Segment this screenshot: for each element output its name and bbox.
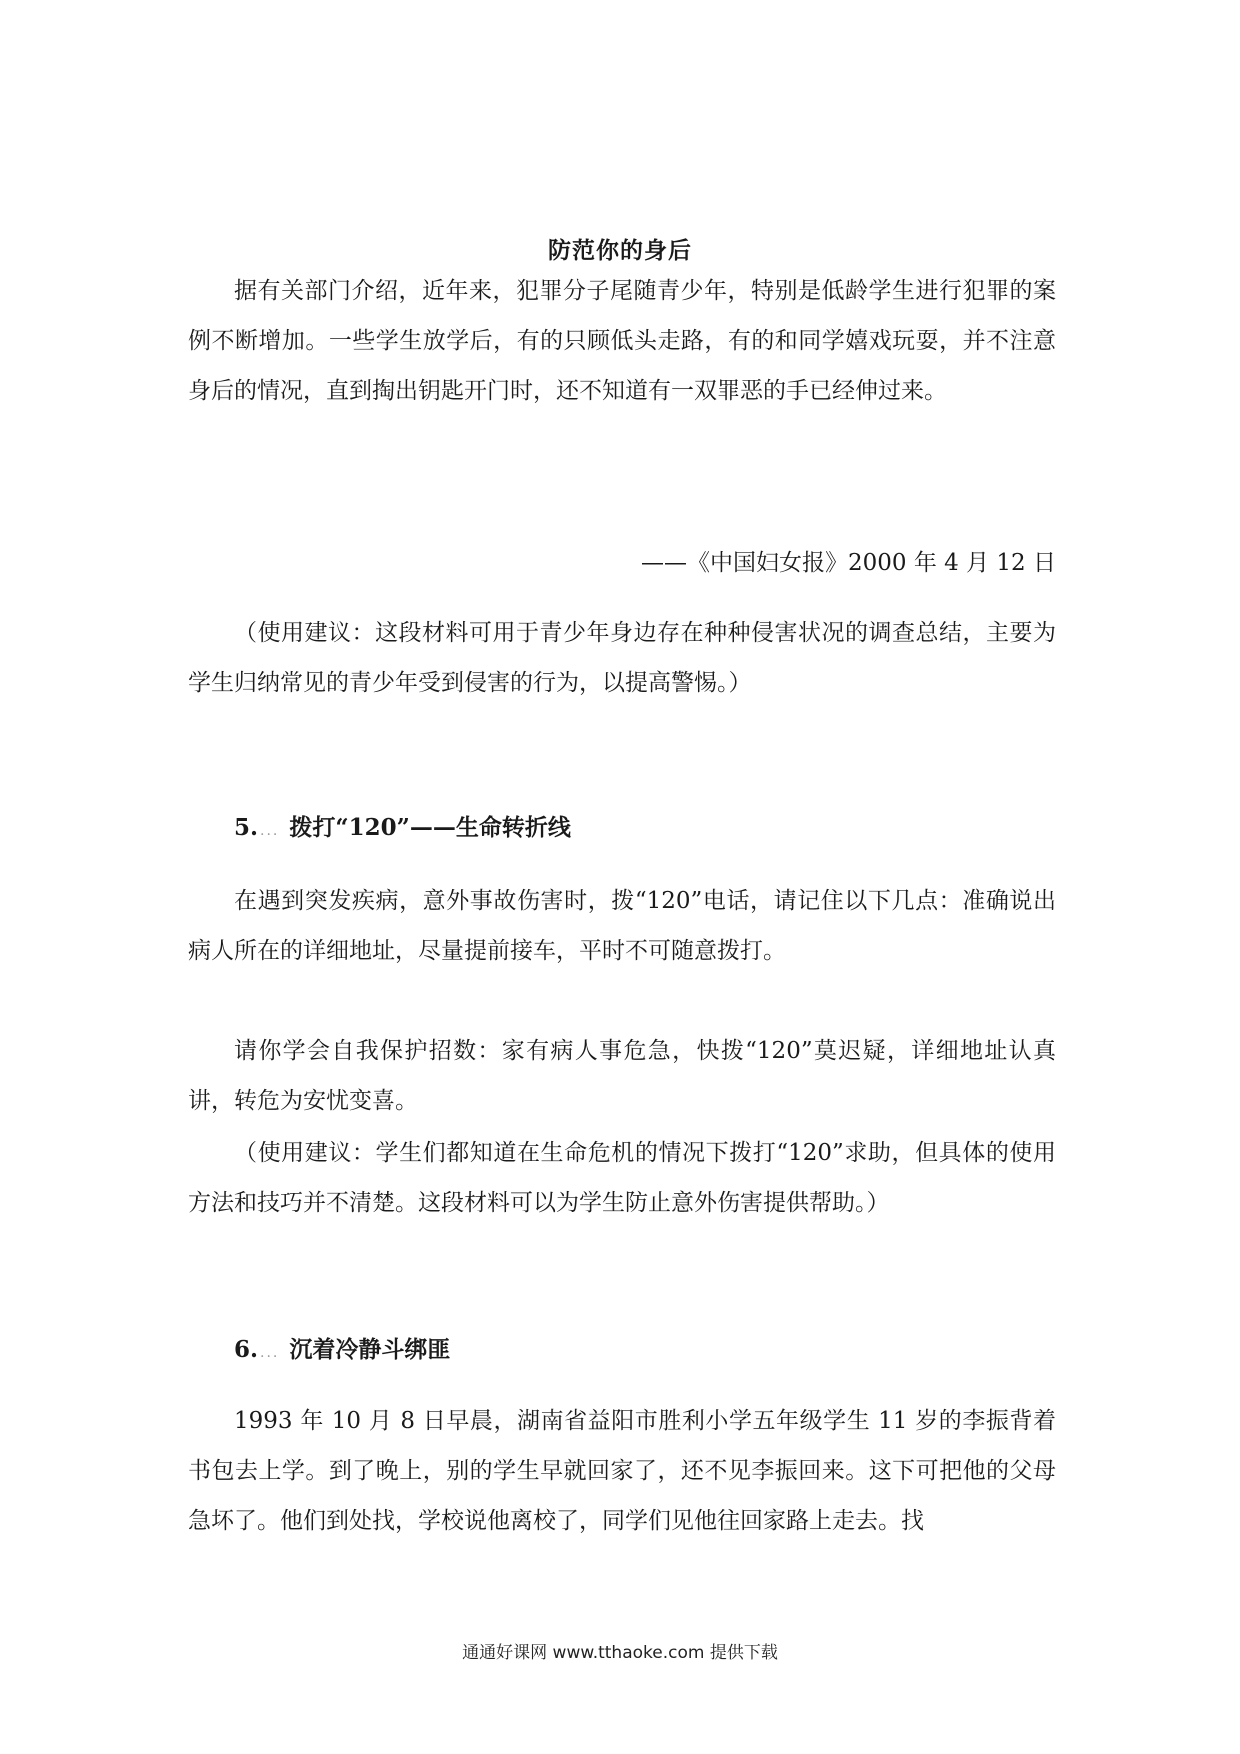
heading-5-text: 拨打“120”——生命转折线 — [289, 814, 571, 841]
page-footer: 通通好课网 www.tthaoke.com 提供下载 — [462, 1643, 778, 1663]
heading-6-dots: ... — [260, 1345, 280, 1361]
heading-6 — [234, 1330, 450, 1373]
paragraph-120-tips: 在遇到突发疾病，意外事故伤害时，拨“120”电话，请记住以下几点：准确说出病人所在的详细地址，尽量提前接车，平时不可随意拨打。 — [188, 888, 1056, 964]
source-citation: ——《中国妇女报》2000 年 4 月 12 日 — [641, 550, 1056, 576]
heading-5-number: 5. — [234, 814, 259, 841]
heading-6-number: 6. — [234, 1336, 259, 1363]
heading-5-dots: ... — [260, 823, 280, 839]
paragraph-self-protection: 请你学会自我保护招数：家有病人事危急，快拨“120”莫迟疑，详细地址认真讲，转危为安忧变喜。 — [188, 1038, 1056, 1114]
section-title: 防范你的身后 — [548, 237, 692, 264]
usage-suggestion-1: （使用建议：这段材料可用于青少年身边存在种种侵害状况的调查总结，主要为学生归纳常见的青少年受到侵害的行为，以提高警惕。） — [188, 620, 1056, 696]
usage-suggestion-2: （使用建议：学生们都知道在生命危机的情况下拨打“120”求助，但具体的使用方法和技巧并不清楚。这段材料可以为学生防止意外伤害提供帮助。） — [188, 1140, 1056, 1216]
paragraph-intro: 据有关部门介绍，近年来，犯罪分子尾随青少年，特别是低龄学生进行犯罪的案例不断增加。一些学生放学后，有的只顾低头走路，有的和同学嬉戏玩耍，并不注意身后的情况，直到掏出钥匙开门时，还不知道有一双罪恶的手已经伸过来。 — [188, 278, 1056, 404]
heading-5 — [234, 808, 571, 851]
paragraph-story: 1993 年 10 月 8 日早晨，湖南省益阳市胜利小学五年级学生 11 岁的李振背着书包去上学。到了晚上，别的学生早就回家了，还不见李振回来。这下可把他的父母急坏了。他们到处找，学校说他离校了，同学们见他往回家路上走去。找 — [188, 1408, 1056, 1534]
heading-6-text: 沉着冷静斗绑匪 — [289, 1336, 451, 1363]
